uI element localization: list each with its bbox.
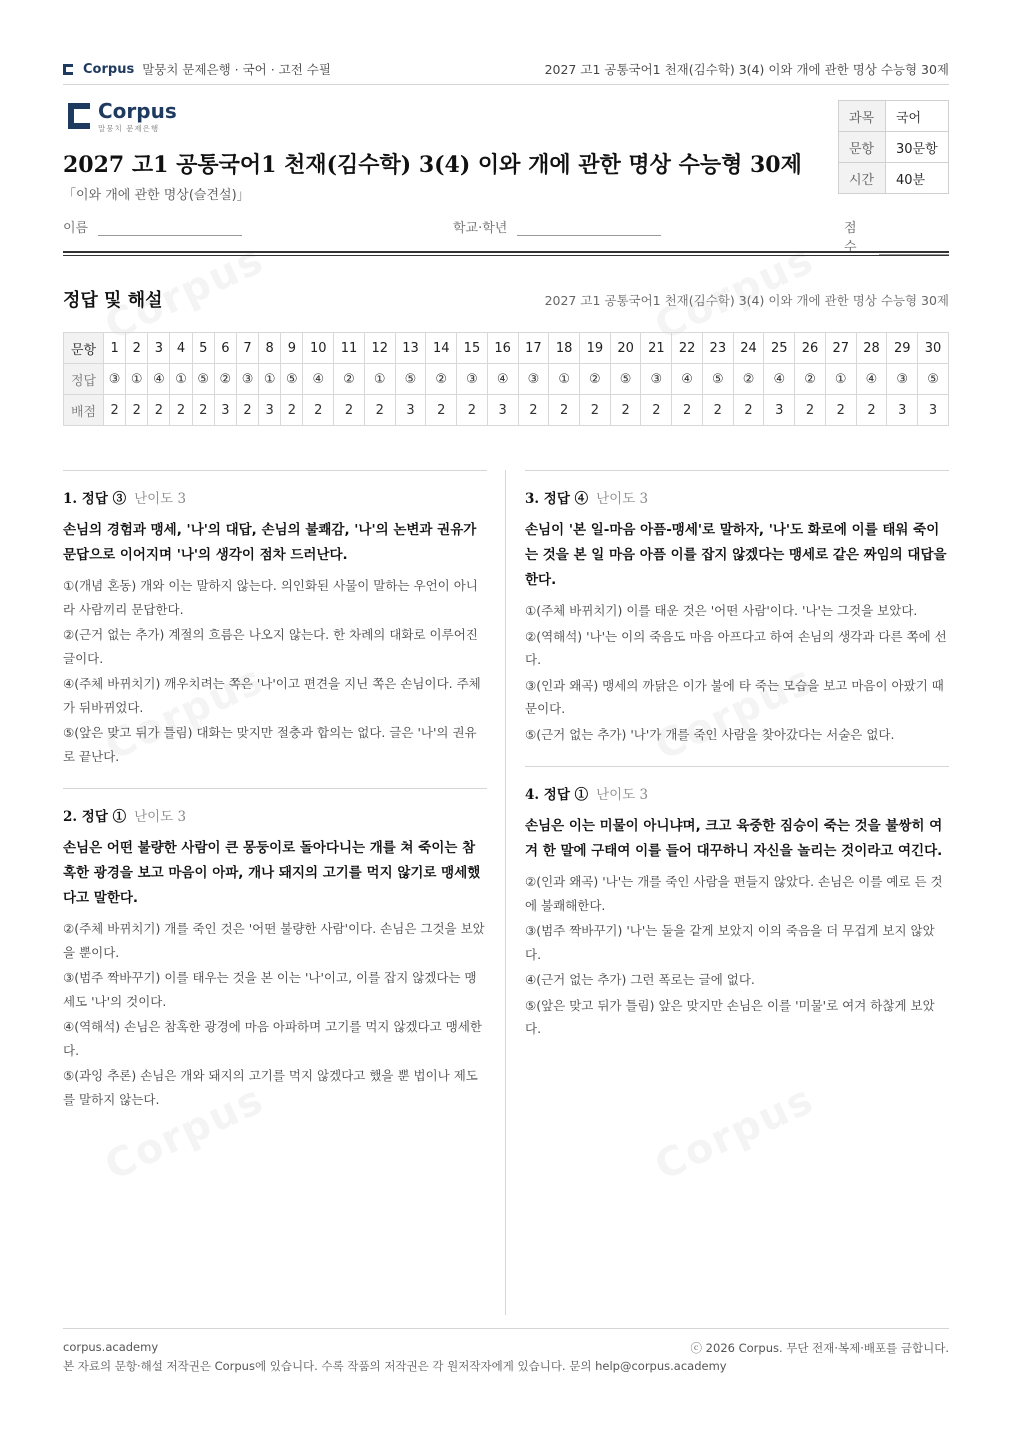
points-cell: 2: [795, 395, 826, 426]
info-value: 40분: [886, 163, 949, 194]
question-explanation-main: 손님은 이는 미물이 아니냐며, 크고 육중한 짐승이 죽는 것을 불쌍히 여겨 한 말에 구태여 이를 들어 대꾸하니 자신을 놀리는 것이라고 여긴다.: [525, 818, 943, 859]
question-header: [63, 487, 487, 507]
answer-cell: ④: [148, 364, 170, 395]
question-header: [525, 783, 949, 803]
question-header: [63, 805, 487, 825]
option-explanation: ②(주체 바뀌치기) 개를 죽인 것은 '어떤 불량한 사람'이다. 손님은 그것을 보았을 뿐이다.: [63, 921, 485, 960]
question-number-cell: 4: [170, 333, 192, 364]
option-explanation: ③(범주 짝바꾸기) '나'는 둘을 같게 보았지 이의 죽음을 더 무겁게 보지 않았다.: [525, 923, 935, 962]
footer-copyright: ⓒ 2026 Corpus. 무단 전재·복제·배포를 금합니다.: [690, 1341, 949, 1355]
question-number-cell: 25: [764, 333, 795, 364]
corpus-logo-icon: [63, 64, 73, 75]
corpus-logo: [68, 101, 177, 134]
title-divider: [63, 251, 949, 256]
points-cell: 2: [702, 395, 733, 426]
footer-divider: [63, 1328, 949, 1329]
question-number-cell: 27: [825, 333, 856, 364]
name-field[interactable]: [63, 217, 242, 236]
footer-notice: 본 자료의 문항·해설 저작권은 Corpus에 있습니다. 수록 작품의 저작권은 각 원저작자에게 있습니다. 문의 help@corpus.academy: [63, 1359, 727, 1373]
answer-cell: ④: [856, 364, 887, 395]
left-column: [63, 470, 487, 1113]
points-cell: 2: [281, 395, 303, 426]
answer-cell: ①: [364, 364, 395, 395]
answer-cell: ②: [334, 364, 365, 395]
question-explanation: [63, 788, 487, 1111]
question-number-cell: 20: [610, 333, 641, 364]
answer-cell: ⑤: [702, 364, 733, 395]
points-cell: 2: [303, 395, 334, 426]
answer-cell: ③: [457, 364, 488, 395]
row-label: 정답: [64, 364, 104, 395]
points-cell: 2: [457, 395, 488, 426]
points-cell: 3: [214, 395, 236, 426]
points-cell: 2: [170, 395, 192, 426]
question-number-cell: 10: [303, 333, 334, 364]
points-cell: 2: [856, 395, 887, 426]
points-cell: 2: [610, 395, 641, 426]
logo-wordmark: Corpus: [98, 99, 177, 123]
question-header: [525, 487, 949, 507]
option-explanation: ④(주체 바뀌치기) 깨우치려는 쪽은 '나'이고 편견을 지닌 쪽은 손님이다. 주체가 뒤바뀌었다.: [63, 676, 481, 715]
score-field[interactable]: [844, 217, 949, 255]
question-number-cell: 24: [733, 333, 764, 364]
section-subtitle: 2027 고1 공통국어1 천재(김수학) 3(4) 이와 개에 관한 명상 수능형 30제: [544, 293, 949, 308]
question-label: 3. 정답 ④: [525, 491, 589, 507]
answer-cell: ③: [518, 364, 549, 395]
question-label: 2. 정답 ①: [63, 809, 127, 825]
answer-cell: ⑤: [918, 364, 949, 395]
page-subtitle: 「이와 개에 관한 명상(슬견설)」: [63, 188, 250, 203]
logo-subtitle: 말뭉치 문제은행: [98, 124, 160, 133]
row-label: 배점: [64, 395, 104, 426]
option-explanation: ①(개념 혼동) 개와 이는 말하지 않는다. 의인화된 사물이 말하는 우언이 아니라 사람끼리 문답한다.: [63, 578, 478, 617]
question-number-cell: 28: [856, 333, 887, 364]
points-cell: 2: [825, 395, 856, 426]
info-value: 30문항: [886, 132, 949, 163]
right-column: [525, 470, 949, 1043]
answer-cell: ②: [733, 364, 764, 395]
points-cell: 2: [126, 395, 148, 426]
difficulty-label: 난이도 3: [134, 809, 187, 825]
points-cell: 2: [104, 395, 126, 426]
difficulty-label: 난이도 3: [134, 491, 187, 507]
column-divider: [505, 470, 506, 1315]
answer-table: [63, 332, 949, 426]
question-label: 4. 정답 ①: [525, 787, 589, 803]
option-explanation: ⑤(앞은 맞고 뒤가 틀림) 대화는 맞지만 절충과 합의는 없다. 글은 '나'의 권유로 끝난다.: [63, 725, 477, 764]
answer-cell: ③: [236, 364, 258, 395]
points-cell: 2: [192, 395, 214, 426]
points-cell: 2: [733, 395, 764, 426]
answer-cell: ①: [259, 364, 281, 395]
question-explanation: [63, 470, 487, 768]
question-number-cell: 26: [795, 333, 826, 364]
name-line: [98, 218, 242, 236]
answer-cell: ②: [426, 364, 457, 395]
question-number-cell: 21: [641, 333, 672, 364]
option-explanation: ①(주체 바뀌치기) 이를 태운 것은 '어떤 사람'이다. '나'는 그것을 보았다.: [525, 603, 918, 618]
difficulty-label: 난이도 3: [596, 787, 649, 803]
answer-cell: ④: [764, 364, 795, 395]
option-explanation: ④(근거 없는 추가) 그런 폭로는 글에 없다.: [525, 972, 755, 987]
running-header-left: 말뭉치 문제은행 · 국어 · 고전 수필: [142, 62, 331, 77]
question-number-cell: 22: [672, 333, 703, 364]
question-number-cell: 19: [580, 333, 611, 364]
question-divider: [63, 470, 487, 471]
header-divider: [63, 84, 949, 85]
question-number-cell: 7: [236, 333, 258, 364]
question-number-cell: 12: [364, 333, 395, 364]
option-explanation: ②(역해석) '나'는 이의 죽음도 마음 아프다고 하여 손님의 생각과 다른 쪽에 선다.: [525, 628, 947, 667]
points-cell: 3: [395, 395, 426, 426]
question-number-cell: 6: [214, 333, 236, 364]
option-explanation: ④(역해석) 손님은 참혹한 광경에 마음 아파하며 고기를 먹지 않겠다고 맹세한다.: [63, 1019, 482, 1058]
info-key: 과목: [839, 101, 886, 132]
points-cell: 3: [918, 395, 949, 426]
running-header-brand: Corpus: [83, 61, 135, 77]
question-number-cell: 14: [426, 333, 457, 364]
score-label: 점수: [844, 221, 857, 255]
question-explanation: [525, 470, 949, 746]
option-explanation: ⑤(근거 없는 추가) '나'가 개를 죽인 사람을 찾아갔다는 서술은 없다.: [525, 726, 895, 742]
school-label: 학교·학년: [453, 221, 508, 236]
answer-cell: ④: [303, 364, 334, 395]
answer-cell: ②: [214, 364, 236, 395]
points-cell: 2: [334, 395, 365, 426]
points-cell: 2: [549, 395, 580, 426]
difficulty-label: 난이도 3: [596, 491, 649, 507]
answer-cell: ⑤: [281, 364, 303, 395]
option-explanation: ⑤(앞은 맞고 뒤가 틀림) 앞은 맞지만 손님은 이를 '미물'로 여겨 하찮게 보았다.: [525, 997, 935, 1036]
option-explanation: ②(인과 왜곡) '나'는 개를 죽인 사람을 편들지 않았다. 손님은 이를 예로 든 것에 불쾌해한다.: [525, 874, 943, 913]
question-divider: [525, 766, 949, 767]
answer-cell: ④: [672, 364, 703, 395]
answer-cell: ⑤: [395, 364, 426, 395]
question-number-cell: 2: [126, 333, 148, 364]
question-label: 1. 정답 ③: [63, 491, 127, 507]
running-header-right: 2027 고1 공통국어1 천재(김수학) 3(4) 이와 개에 관한 명상 수능형 30제: [544, 62, 949, 77]
answer-cell: ③: [641, 364, 672, 395]
question-number-cell: 16: [487, 333, 518, 364]
info-key: 문항: [839, 132, 886, 163]
question-number-cell: 9: [281, 333, 303, 364]
name-label: 이름: [63, 221, 89, 236]
exam-info-table: [838, 100, 949, 194]
question-explanation-main: 손님이 '본 일-마음 아픔-맹세'로 말하자, '나'도 화로에 이를 태워 죽이는 것을 본 일 마음 아픔 이를 잡지 않겠다는 맹세로 같은 짜임의 대답을 한다.: [525, 522, 947, 588]
answer-cell: ①: [170, 364, 192, 395]
question-number-cell: 18: [549, 333, 580, 364]
points-cell: 2: [518, 395, 549, 426]
question-number-cell: 5: [192, 333, 214, 364]
question-number-cell: 3: [148, 333, 170, 364]
points-cell: 3: [259, 395, 281, 426]
answer-cell: ③: [887, 364, 918, 395]
running-header: [63, 58, 949, 78]
option-explanation: ③(인과 왜곡) 맹세의 까닭은 이가 불에 타 죽는 모습을 보고 마음이 아팠기 때문이다.: [525, 677, 944, 716]
row-label: 문항: [64, 333, 104, 364]
points-cell: 2: [641, 395, 672, 426]
points-cell: 2: [236, 395, 258, 426]
answer-cell: ①: [126, 364, 148, 395]
info-value: 국어: [886, 101, 949, 132]
page-title: 2027 고1 공통국어1 천재(김수학) 3(4) 이와 개에 관한 명상 수능형 30제: [63, 152, 802, 178]
option-explanation: ②(근거 없는 추가) 계절의 흐름은 나오지 않는다. 한 차례의 대화로 이루어진 글이다.: [63, 627, 478, 666]
answer-cell: ⑤: [610, 364, 641, 395]
section-title: 정답 및 해설: [63, 290, 163, 311]
question-explanation-main: 손님의 경험과 맹세, '나'의 대답, 손님의 불쾌감, '나'의 논변과 권유가 문답으로 이어지며 '나'의 생각이 점차 드러난다.: [63, 522, 477, 563]
points-cell: 3: [487, 395, 518, 426]
school-field[interactable]: [453, 217, 661, 236]
answer-cell: ⑤: [192, 364, 214, 395]
question-explanation-main: 손님은 어떤 불량한 사람이 큰 몽둥이로 돌아다니는 개를 쳐 죽이는 참혹한 광경을 보고 마음이 아파, 개나 돼지의 고기를 먹지 않기로 맹세했다고 말한다.: [63, 840, 481, 906]
student-fields: [63, 217, 949, 255]
answer-cell: ①: [549, 364, 580, 395]
option-explanation: ③(범주 짝바꾸기) 이를 태우는 것을 본 이는 '나'이고, 이를 잡지 않겠다는 맹세도 '나'의 것이다.: [63, 970, 477, 1009]
points-cell: 2: [580, 395, 611, 426]
question-number-cell: 30: [918, 333, 949, 364]
points-cell: 3: [764, 395, 795, 426]
answer-cell: ④: [487, 364, 518, 395]
footer-site-link[interactable]: corpus.academy: [63, 1340, 159, 1354]
question-number-cell: 13: [395, 333, 426, 364]
question-number-cell: 1: [104, 333, 126, 364]
points-cell: 3: [887, 395, 918, 426]
points-cell: 2: [672, 395, 703, 426]
question-number-cell: 29: [887, 333, 918, 364]
question-explanation: [525, 766, 949, 1041]
points-cell: 2: [364, 395, 395, 426]
answer-cell: ②: [580, 364, 611, 395]
question-divider: [525, 470, 949, 471]
question-number-cell: 8: [259, 333, 281, 364]
answer-cell: ②: [795, 364, 826, 395]
question-number-cell: 11: [334, 333, 365, 364]
corpus-logo-icon: [68, 103, 90, 129]
answer-cell: ①: [825, 364, 856, 395]
question-number-cell: 23: [702, 333, 733, 364]
info-key: 시간: [839, 163, 886, 194]
watermark: [648, 1076, 821, 1189]
question-divider: [63, 788, 487, 789]
points-cell: 2: [426, 395, 457, 426]
option-explanation: ⑤(과잉 추론) 손님은 개와 돼지의 고기를 먹지 않겠다고 했을 뿐 법이나 제도를 말하지 않는다.: [63, 1068, 478, 1107]
points-cell: 2: [148, 395, 170, 426]
question-number-cell: 15: [457, 333, 488, 364]
school-line: [517, 218, 661, 236]
question-number-cell: 17: [518, 333, 549, 364]
answer-cell: ③: [104, 364, 126, 395]
